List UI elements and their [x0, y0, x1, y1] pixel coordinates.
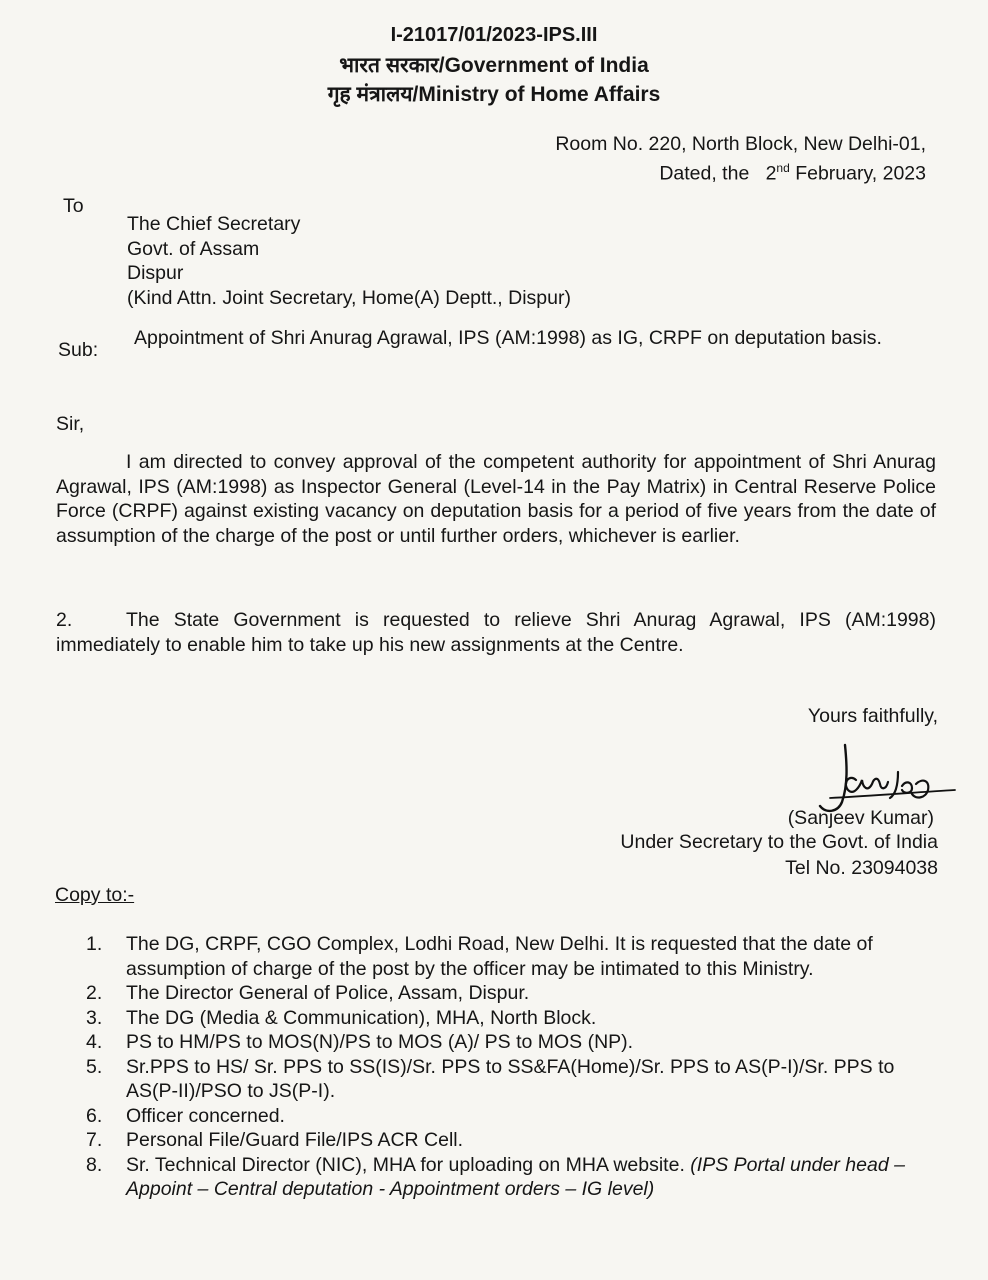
list-item-text: The DG (Media & Communication), MHA, North Block.: [126, 1006, 597, 1029]
body-paragraph-2: The State Government is requested to relieve Shri Anurag Agrawal, IPS (AM:1998) immediately to enable him to take up his new assignments at the Centre.: [56, 609, 936, 656]
letter-date: [659, 156, 926, 186]
address-room: Room No. 220, North Block, New Delhi-01,: [555, 133, 926, 155]
list-item-text: Personal File/Guard File/IPS ACR Cell.: [126, 1129, 464, 1151]
signatory-name: (Sanjeev Kumar): [787, 807, 934, 829]
list-item: [56, 1006, 946, 1031]
list-item: [56, 1153, 946, 1202]
file-number: I-21017/01/2023-IPS.III: [390, 24, 598, 46]
list-item-italic-note: (IPS Portal under head – Appoint – Central deputation - Appointment orders – IG level): [126, 1153, 905, 1200]
addressee-line: Govt. of Assam: [127, 237, 260, 260]
salutation: Sir,: [56, 413, 85, 435]
paragraph-2-number: 2.: [56, 609, 73, 631]
to-label: To: [63, 195, 84, 217]
ministry-title: गृह मंत्रालय/Ministry of Home Affairs: [327, 83, 661, 106]
list-item-text: PS to HM/PS to MOS(N)/PS to MOS (A)/ PS to MOS (NP).: [126, 1031, 634, 1053]
addressee-line: (Kind Attn. Joint Secretary, Home(A) Deptt., Dispur): [127, 286, 571, 309]
list-item: [56, 1030, 946, 1055]
date-day-suffix: nd: [776, 161, 790, 175]
list-item-number: 6.: [86, 1104, 103, 1127]
list-item-number: 3.: [86, 1006, 103, 1029]
date-day: 2: [765, 162, 777, 185]
list-item: [56, 1055, 946, 1104]
government-title: भारत सरकार/Government of India: [339, 54, 649, 77]
signatory-designation: Under Secretary to the Govt. of India: [620, 831, 938, 853]
list-item-number: 5.: [86, 1055, 103, 1078]
list-item-text: The Director General of Police, Assam, Dispur.: [126, 982, 530, 1004]
list-item: [56, 981, 946, 1006]
copy-to-heading: Copy to:-: [55, 884, 135, 906]
list-item-text: The DG, CRPF, CGO Complex, Lodhi Road, New Delhi. It is requested that the date of assumption of charge of the post by the officer may be intimated to this Ministry.: [126, 933, 873, 980]
addressee-block: [127, 212, 571, 310]
list-item-text: Officer concerned.: [126, 1104, 285, 1127]
yours-faithfully: Yours faithfully,: [807, 705, 938, 727]
body-paragraph-1: I am directed to convey approval of the competent authority for appointment of Shri Anurag Agrawal, IPS (AM:1998) as Inspector General (Level-14 in the Pay Matrix) in Central Reserve Police Force (CRPF) against existing vacancy on deputation basis for a period of five years from the date of assumption of the charge of the post or until further orders, whichever is earlier.: [56, 451, 936, 547]
list-item-number: 7.: [86, 1129, 103, 1151]
addressee-line: The Chief Secretary: [127, 213, 301, 235]
list-item: [56, 932, 946, 981]
subject-text: Appointment of Shri Anurag Agrawal, IPS (AM:1998) as IG, CRPF on deputation basis.: [134, 327, 882, 349]
date-month-year: February, 2023: [795, 162, 926, 185]
subject-label: Sub:: [58, 339, 99, 361]
dated-prefix: Dated, the: [659, 162, 750, 185]
copy-to-list: [56, 932, 946, 1202]
list-item-text: Sr. Technical Director (NIC), MHA for uploading on MHA website.: [126, 1153, 685, 1176]
addressee-line: Dispur: [127, 262, 184, 284]
list-item-text: Sr.PPS to HS/ Sr. PPS to SS(IS)/Sr. PPS to SS&FA(Home)/Sr. PPS to AS(P-I)/Sr. PPS to AS(P-II)/PSO to JS(P-I).: [126, 1055, 895, 1102]
list-item-number: 1.: [86, 933, 103, 955]
signatory-telephone: Tel No. 23094038: [785, 857, 938, 879]
list-item: [56, 1104, 946, 1129]
list-item-number: 4.: [86, 1031, 103, 1053]
list-item-number: 8.: [86, 1153, 103, 1176]
list-item-number: 2.: [86, 982, 103, 1004]
list-item: [56, 1128, 946, 1153]
